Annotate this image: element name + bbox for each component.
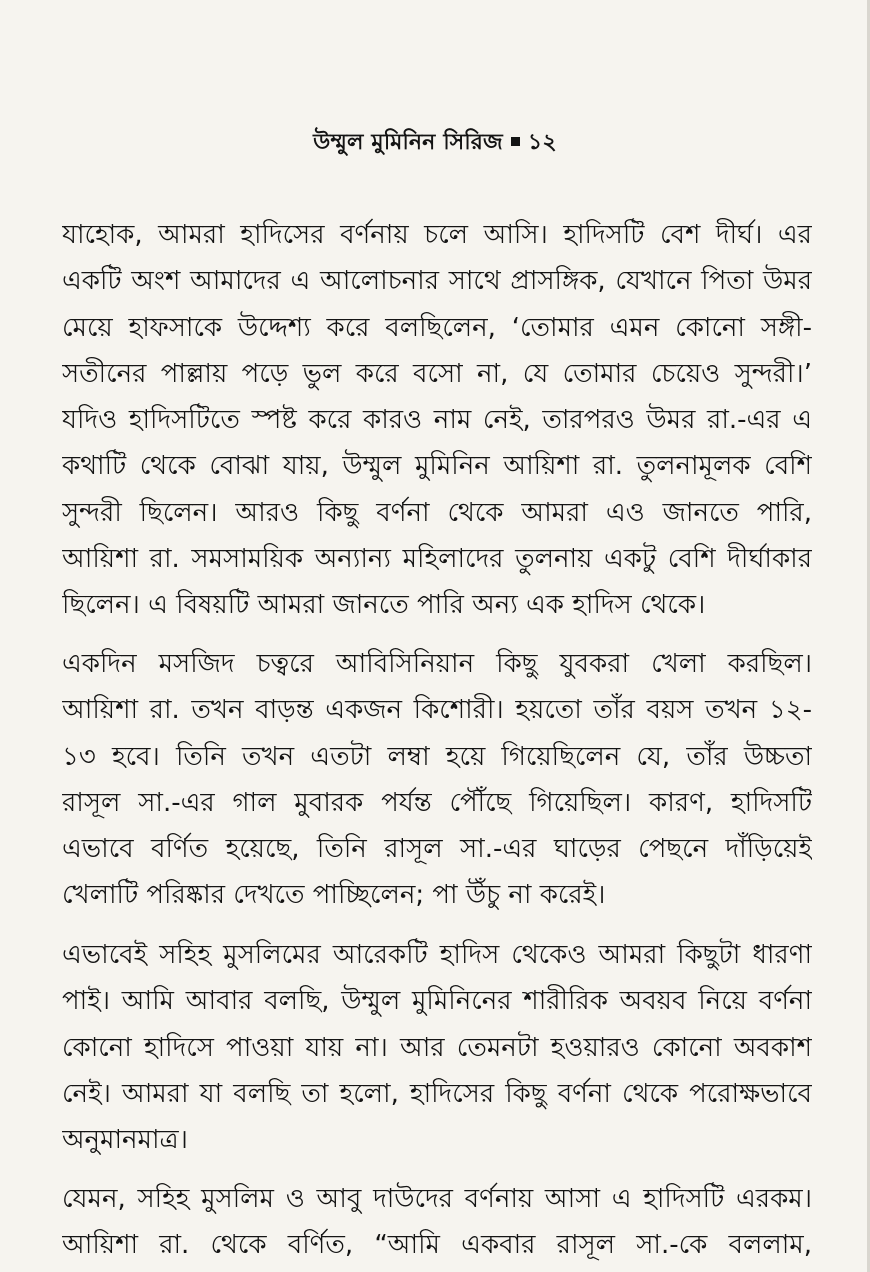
text-line: রাসূল সা.-এর গাল মুবারক পর্যন্ত পৌঁছে গিয়েছিল। কারণ, হাদিসটি bbox=[62, 787, 812, 818]
paragraph-2 bbox=[62, 641, 812, 919]
text-line: সুন্দরী ছিলেন। আরও কিছু বর্ণনা থেকে আমরা এও জানতে পারি, bbox=[62, 497, 812, 528]
text-line: এভাবেই সহিহ মুসলিমের আরেকটি হাদিস থেকেও আমরা কিছুটা ধারণা bbox=[62, 940, 812, 970]
text-line: সতীনের পাল্লায় পড়ে ভুল করে বসো না, যে তোমার চেয়েও সুন্দরী।’ bbox=[62, 358, 812, 389]
text-line: ছিলেন। এ বিষয়টি আমরা জানতে পারি অন্য এক হাদিস থেকে। bbox=[62, 590, 706, 621]
paragraph-1 bbox=[62, 212, 812, 629]
text-line: কোনো হাদিসে পাওয়া যায় না। আর তেমনটা হওয়ারও কোনো অবকাশ bbox=[62, 1032, 812, 1063]
text-line: যেমন, সহিহ মুসলিম ও আবু দাউদের বর্ণনায় আসা এ হাদিসটি এরকম। bbox=[62, 1184, 812, 1214]
text-line: নেই। আমরা যা বলছি তা হলো, হাদিসের কিছু বর্ণনা থেকে পরোক্ষভাবে bbox=[62, 1078, 812, 1109]
header-separator-square bbox=[511, 137, 520, 146]
text-line: একদিন মসজিদ চত্বরে আবিসিনিয়ান কিছু যুবকরা খেলা করছিল। bbox=[62, 649, 812, 679]
paragraph-3 bbox=[62, 932, 812, 1163]
series-title: উম্মুল মুমিনিন সিরিজ bbox=[313, 130, 503, 155]
text-line: আয়িশা রা. তখন বাড়ন্ত একজন কিশোরী। হয়তো তাঁর বয়স তখন ১২- bbox=[62, 695, 812, 726]
text-line: এভাবে বর্ণিত হয়েছে, তিনি রাসূল সা.-এর ঘাড়ের পেছনে দাঁড়িয়েই bbox=[62, 834, 812, 865]
text-line: আয়িশা রা. থেকে বর্ণিত, “আমি একবার রাসূল সা.-কে বললাম, bbox=[62, 1230, 812, 1261]
running-header bbox=[0, 128, 870, 158]
text-line: অনুমানমাত্র। bbox=[62, 1125, 188, 1156]
text-line: পাই। আমি আবার বলছি, উম্মুল মুমিনিনের শারীরিক অবয়ব নিয়ে বর্ণনা bbox=[62, 986, 812, 1017]
page-number: ১২ bbox=[527, 130, 557, 155]
text-line: মেয়ে হাফসাকে উদ্দেশ্য করে বলছিলেন, ‘তোমার এমন কোনো সঙ্গী- bbox=[62, 312, 812, 343]
text-line: কথাটি থেকে বোঝা যায়, উম্মুল মুমিনিন আয়িশা রা. তুলনামূলক বেশি bbox=[62, 451, 812, 482]
text-line: যদিও হাদিসটিতে স্পষ্ট করে কারও নাম নেই, তারপরও উমর রা.-এর এ bbox=[62, 405, 812, 436]
text-line: খেলাটি পরিষ্কার দেখতে পাচ্ছিলেন; পা উঁচু না করেই। bbox=[62, 880, 606, 911]
text-line: যাহোক, আমরা হাদিসের বর্ণনায় চলে আসি। হাদিসটি বেশ দীর্ঘ। এর bbox=[62, 220, 812, 250]
text-line: একটি অংশ আমাদের এ আলোচনার সাথে প্রাসঙ্গিক, যেখানে পিতা উমর bbox=[62, 266, 812, 297]
text-line: আয়িশা রা. সমসাময়িক অন্যান্য মহিলাদের তুলনায় একটু বেশি দীর্ঘাকার bbox=[62, 544, 812, 575]
text-line: ১৩ হবে। তিনি তখন এতটা লম্বা হয়ে গিয়েছিলেন যে, তাঁর উচ্চতা bbox=[62, 741, 812, 772]
paragraph-4 bbox=[62, 1176, 812, 1269]
